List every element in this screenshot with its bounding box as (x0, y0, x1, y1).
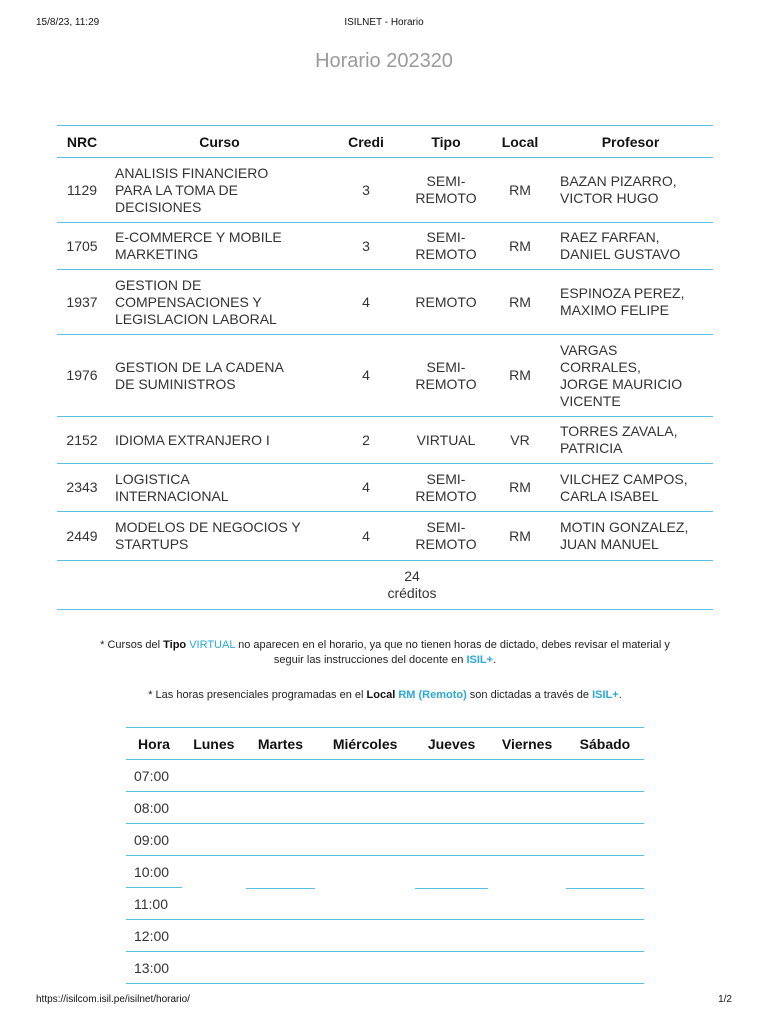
schedule-cell (415, 760, 488, 792)
course-professor-line: VICENTE (560, 392, 621, 409)
schedule-cell (182, 792, 246, 824)
course-professor (548, 512, 713, 561)
schedule-header-sabado: Sábado (566, 728, 644, 760)
schedule-hour: 11:00 (126, 888, 182, 920)
course-name-line: ANALISIS FINANCIERO (115, 164, 269, 181)
schedule-cell (566, 824, 644, 856)
course-name-line: COMPENSACIONES Y (115, 293, 262, 310)
course-type-line: REMOTO (415, 190, 477, 206)
schedule-header-martes: Martes (246, 728, 316, 760)
course-type (400, 158, 492, 223)
course-name-line: GESTION DE (115, 276, 202, 293)
note1-text-b: seguir las instrucciones del docente en (273, 654, 467, 666)
header-curso: Curso (107, 126, 332, 158)
course-name-line: GESTION DE LA CADENA (115, 358, 284, 375)
course-nrc: 1937 (57, 270, 107, 335)
schedule-header-hora: Hora (126, 728, 182, 760)
print-footer (36, 994, 732, 1008)
course-professor-line: VARGAS (560, 341, 618, 358)
course-professor (548, 417, 713, 464)
course-credits: 3 (332, 223, 400, 270)
course-type-line: VIRTUAL (416, 431, 476, 448)
schedule-row (126, 760, 644, 792)
course-local: RM (492, 223, 548, 270)
schedule-cell (415, 888, 488, 920)
course-type-line: REMOTO (415, 246, 477, 262)
empty-cell (57, 561, 107, 610)
schedule-cell (315, 856, 415, 888)
schedule-cell (182, 760, 246, 792)
course-row (57, 512, 713, 561)
schedule-cell (315, 920, 415, 952)
empty-cell (492, 561, 548, 610)
course-name-line: STARTUPS (115, 536, 189, 552)
course-credits: 4 (332, 270, 400, 335)
course-professor-line: DANIEL GUSTAVO (560, 246, 681, 262)
course-type-line: REMOTO (415, 293, 477, 310)
note2-rm: RM (Remoto) (398, 689, 467, 701)
total-credits (332, 561, 492, 610)
schedule-cell (315, 952, 415, 984)
schedule-cell (246, 856, 316, 888)
course-nrc: 2449 (57, 512, 107, 561)
note2-text: son dictadas a través de (466, 689, 593, 701)
course-professor-line: VILCHEZ CAMPOS, (560, 470, 688, 487)
schedule-row (126, 920, 644, 952)
course-type-line: SEMI- (426, 229, 466, 245)
course-name-line: LOGISTICA (115, 470, 190, 487)
schedule-cell (488, 856, 566, 888)
total-credits-value: 24 (404, 568, 420, 584)
schedule-row (126, 824, 644, 856)
course-local: VR (492, 417, 548, 464)
course-nrc: 1976 (57, 335, 107, 417)
note1-end: . (493, 654, 497, 666)
course-professor (548, 335, 713, 417)
course-type-line: SEMI- (426, 358, 466, 375)
course-nrc: 1705 (57, 223, 107, 270)
course-local: RM (492, 512, 548, 561)
schedule-hour: 12:00 (126, 920, 182, 952)
course-name-line: E-COMMERCE Y MOBILE (115, 229, 282, 245)
course-professor (548, 223, 713, 270)
schedule-segment (566, 888, 644, 889)
schedule-cell (246, 952, 316, 984)
course-name-line: MODELOS DE NEGOCIOS Y (115, 519, 301, 535)
print-datetime: 15/8/23, 11:29 (36, 17, 100, 28)
course-name (107, 417, 332, 464)
course-row (57, 417, 713, 464)
course-professor-line: VICTOR HUGO (560, 190, 659, 206)
schedule-row (126, 952, 644, 984)
total-credits-row (57, 561, 713, 610)
note1-star: * Cursos del (100, 639, 164, 651)
course-local: RM (492, 464, 548, 512)
schedule-cell (488, 792, 566, 824)
schedule-header-miercoles: Miércoles (315, 728, 415, 760)
course-row (57, 335, 713, 417)
schedule-cell (488, 952, 566, 984)
course-professor (548, 158, 713, 223)
course-row (57, 464, 713, 512)
course-credits: 4 (332, 335, 400, 417)
course-name-line: DE SUMINISTROS (115, 375, 236, 392)
course-name-line: LEGISLACION LABORAL (115, 310, 277, 327)
schedule-hour: 08:00 (126, 792, 182, 824)
schedule-cell (566, 888, 644, 920)
course-type-line: REMOTO (415, 487, 477, 504)
course-credits: 4 (332, 512, 400, 561)
print-url: https://isilcom.isil.pe/isilnet/horario/ (36, 994, 190, 1005)
schedule-cell (415, 952, 488, 984)
schedule-hour: 09:00 (126, 824, 182, 856)
course-professor-line: MAXIMO FELIPE (560, 302, 669, 318)
course-nrc: 2343 (57, 464, 107, 512)
schedule-row (126, 792, 644, 824)
schedule-cell (246, 760, 316, 792)
note2-star: * Las horas presenciales programadas en el (148, 689, 367, 701)
schedule-cell (246, 920, 316, 952)
total-credits-label: créditos (387, 585, 437, 601)
schedule-header-lunes: Lunes (182, 728, 246, 760)
note2-end: . (618, 689, 622, 701)
course-professor-line: PATRICIA (560, 440, 623, 456)
schedule-cell (182, 824, 246, 856)
courses-body (57, 158, 713, 610)
header-credi: Credi (332, 126, 400, 158)
schedule-row (126, 888, 644, 920)
schedule-cell (182, 856, 246, 888)
virtual-courses-note (57, 638, 713, 668)
schedule-cell (182, 888, 246, 920)
schedule-cell (488, 760, 566, 792)
schedule-header-jueves: Jueves (415, 728, 488, 760)
schedule-table (126, 727, 644, 984)
schedule-cell (566, 760, 644, 792)
course-credits: 4 (332, 464, 400, 512)
schedule-cell (246, 888, 316, 920)
course-credits: 2 (332, 417, 400, 464)
course-professor-line: CORRALES, (560, 358, 641, 375)
note2-local-label: Local (366, 689, 396, 701)
print-page-number: 1/2 (718, 994, 732, 1005)
schedule-cell (566, 952, 644, 984)
courses-table (57, 125, 713, 610)
empty-cell (107, 561, 332, 610)
course-name-line: IDIOMA EXTRANJERO I (115, 431, 270, 448)
schedule-segment (415, 888, 488, 889)
course-nrc: 1129 (57, 158, 107, 223)
schedule-cell (488, 888, 566, 920)
schedule-cell (488, 824, 566, 856)
course-type (400, 512, 492, 561)
courses-header-row (57, 126, 713, 158)
schedule-hour: 07:00 (126, 760, 182, 792)
schedule-hour: 13:00 (126, 952, 182, 984)
course-local: RM (492, 335, 548, 417)
course-type-line: REMOTO (415, 536, 477, 552)
course-type-line: SEMI- (426, 173, 466, 189)
schedule-cell (315, 888, 415, 920)
schedule-cell (246, 792, 316, 824)
schedule-body (126, 760, 644, 984)
course-row (57, 223, 713, 270)
header-tipo: Tipo (400, 126, 492, 158)
course-professor-line: ESPINOZA PEREZ, (560, 285, 685, 301)
course-type (400, 417, 492, 464)
course-name-line: INTERNACIONAL (115, 487, 229, 504)
course-name (107, 464, 332, 512)
course-name (107, 158, 332, 223)
course-row (57, 270, 713, 335)
course-row (57, 158, 713, 223)
course-professor-line: BAZAN PIZARRO, (560, 173, 677, 189)
course-type (400, 335, 492, 417)
course-professor-line: JUAN MANUEL (560, 536, 659, 552)
course-name (107, 270, 332, 335)
course-professor-line: RAEZ FARFAN, (560, 229, 660, 245)
note2-isil-link[interactable]: ISIL+ (592, 689, 619, 701)
note1-virtual: VIRTUAL (189, 639, 236, 651)
schedule-cell (315, 760, 415, 792)
print-page-title: ISILNET - Horario (344, 17, 424, 28)
note1-isil-link[interactable]: ISIL+ (466, 654, 494, 666)
course-name (107, 335, 332, 417)
schedule-cell (415, 792, 488, 824)
course-professor-line: TORRES ZAVALA, (560, 423, 678, 439)
course-name (107, 512, 332, 561)
schedule-cell (566, 920, 644, 952)
course-credits: 3 (332, 158, 400, 223)
course-type-line: REMOTO (415, 375, 477, 392)
course-professor (548, 270, 713, 335)
course-professor (548, 464, 713, 512)
remote-hours-note (57, 688, 713, 703)
schedule-cell (566, 792, 644, 824)
schedule-cell (315, 824, 415, 856)
schedule-segment (246, 888, 316, 889)
course-type (400, 223, 492, 270)
course-professor-line: CARLA ISABEL (560, 487, 659, 504)
schedule-header-row (126, 728, 644, 760)
print-header (36, 17, 732, 31)
course-type-line: SEMI- (426, 470, 466, 487)
schedule-cell (566, 856, 644, 888)
schedule-hour: 10:00 (126, 856, 182, 888)
page-title: Horario 202320 (315, 50, 453, 72)
header-nrc: NRC (57, 126, 107, 158)
course-type (400, 464, 492, 512)
course-nrc: 2152 (57, 417, 107, 464)
schedule-cell (315, 792, 415, 824)
course-name-line: PARA LA TOMA DE (115, 181, 238, 198)
schedule-header-viernes: Viernes (488, 728, 566, 760)
schedule-cell (415, 824, 488, 856)
schedule-cell (246, 824, 316, 856)
course-name (107, 223, 332, 270)
course-name-line: DECISIONES (115, 198, 202, 215)
header-local: Local (492, 126, 548, 158)
note1-tipo-label: Tipo (163, 639, 187, 651)
schedule-row (126, 856, 644, 888)
note1-text-a: no aparecen en el horario, ya que no tienen horas de dictado, debes revisar el material y (235, 639, 670, 651)
course-type (400, 270, 492, 335)
schedule-cell (182, 952, 246, 984)
course-professor-line: MOTIN GONZALEZ, (560, 519, 689, 535)
header-profesor: Profesor (548, 126, 713, 158)
course-local: RM (492, 270, 548, 335)
course-name-line: MARKETING (115, 246, 199, 262)
schedule-cell (415, 856, 488, 888)
schedule-cell (488, 920, 566, 952)
course-type-line: SEMI- (426, 519, 466, 535)
course-local: RM (492, 158, 548, 223)
course-professor-line: JORGE MAURICIO (560, 375, 683, 392)
schedule-cell (182, 920, 246, 952)
schedule-cell (415, 920, 488, 952)
empty-cell (548, 561, 713, 610)
